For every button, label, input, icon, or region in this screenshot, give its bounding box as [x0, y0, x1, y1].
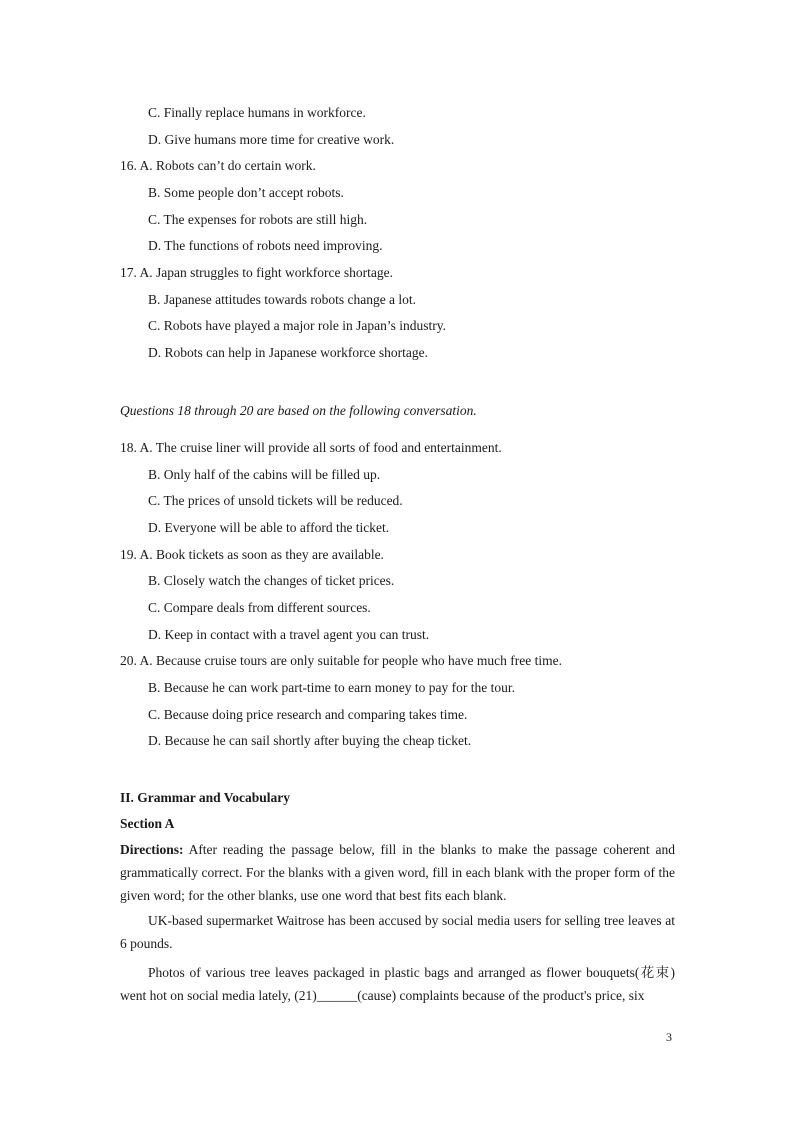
passage-paragraph-2: Photos of various tree leaves packaged in plastic bags and arranged as flower bouquets(花束) went hot on social media lately, (21)______(cause) complaints because of the product's price, six	[120, 965, 675, 1003]
q20-option-d: D. Because he can sail shortly after buying the cheap ticket.	[148, 733, 472, 748]
q17-option-b: B. Japanese attitudes towards robots change a lot.	[148, 292, 417, 307]
q17-option-c: C. Robots have played a major role in Japan’s industry.	[148, 318, 446, 333]
section-title: II. Grammar and Vocabulary	[120, 790, 291, 805]
q19-option-c: C. Compare deals from different sources.	[148, 600, 371, 615]
directions-paragraph	[120, 838, 675, 907]
q18-option-b: B. Only half of the cabins will be filled up.	[148, 467, 381, 482]
q19-option-d: D. Keep in contact with a travel agent you can trust.	[148, 627, 430, 642]
conversation-heading: Questions 18 through 20 are based on the following conversation.	[120, 403, 477, 418]
q17-option-a: 17. A. Japan struggles to fight workforce shortage.	[120, 265, 393, 280]
q16-option-a: 16. A. Robots can’t do certain work.	[120, 158, 316, 173]
q15-option-c: C. Finally replace humans in workforce.	[148, 105, 366, 120]
q18-option-d: D. Everyone will be able to afford the ticket.	[148, 520, 390, 535]
q16-option-c: C. The expenses for robots are still high.	[148, 212, 368, 227]
q20-option-a: 20. A. Because cruise tours are only suitable for people who have much free time.	[120, 653, 562, 668]
q19-option-b: B. Closely watch the changes of ticket prices.	[148, 573, 395, 588]
q16-option-d: D. The functions of robots need improving.	[148, 238, 383, 253]
q17-option-d: D. Robots can help in Japanese workforce shortage.	[148, 345, 429, 360]
q18-option-c: C. The prices of unsold tickets will be reduced.	[148, 493, 403, 508]
q18-option-a: 18. A. The cruise liner will provide all sorts of food and entertainment.	[120, 440, 502, 455]
q15-option-d: D. Give humans more time for creative work.	[148, 132, 395, 147]
directions-label: Directions:	[120, 842, 184, 857]
q20-option-b: B. Because he can work part-time to earn money to pay for the tour.	[148, 680, 516, 695]
passage-paragraph-1: UK-based supermarket Waitrose has been accused by social media users for selling tree leaves at 6 pounds.	[120, 913, 675, 951]
q16-option-b: B. Some people don’t accept robots.	[148, 185, 344, 200]
page-number: 3	[666, 1030, 672, 1044]
directions-text: After reading the passage below, fill in the blanks to make the passage coherent and grammatically correct. For the blanks with a given word, fill in each blank with the proper form of the given word; for the other blanks, use one word that best fits each blank.	[120, 842, 675, 903]
subsection-title: Section A	[120, 816, 175, 831]
q20-option-c: C. Because doing price research and comparing takes time.	[148, 707, 468, 722]
q19-option-a: 19. A. Book tickets as soon as they are available.	[120, 547, 384, 562]
